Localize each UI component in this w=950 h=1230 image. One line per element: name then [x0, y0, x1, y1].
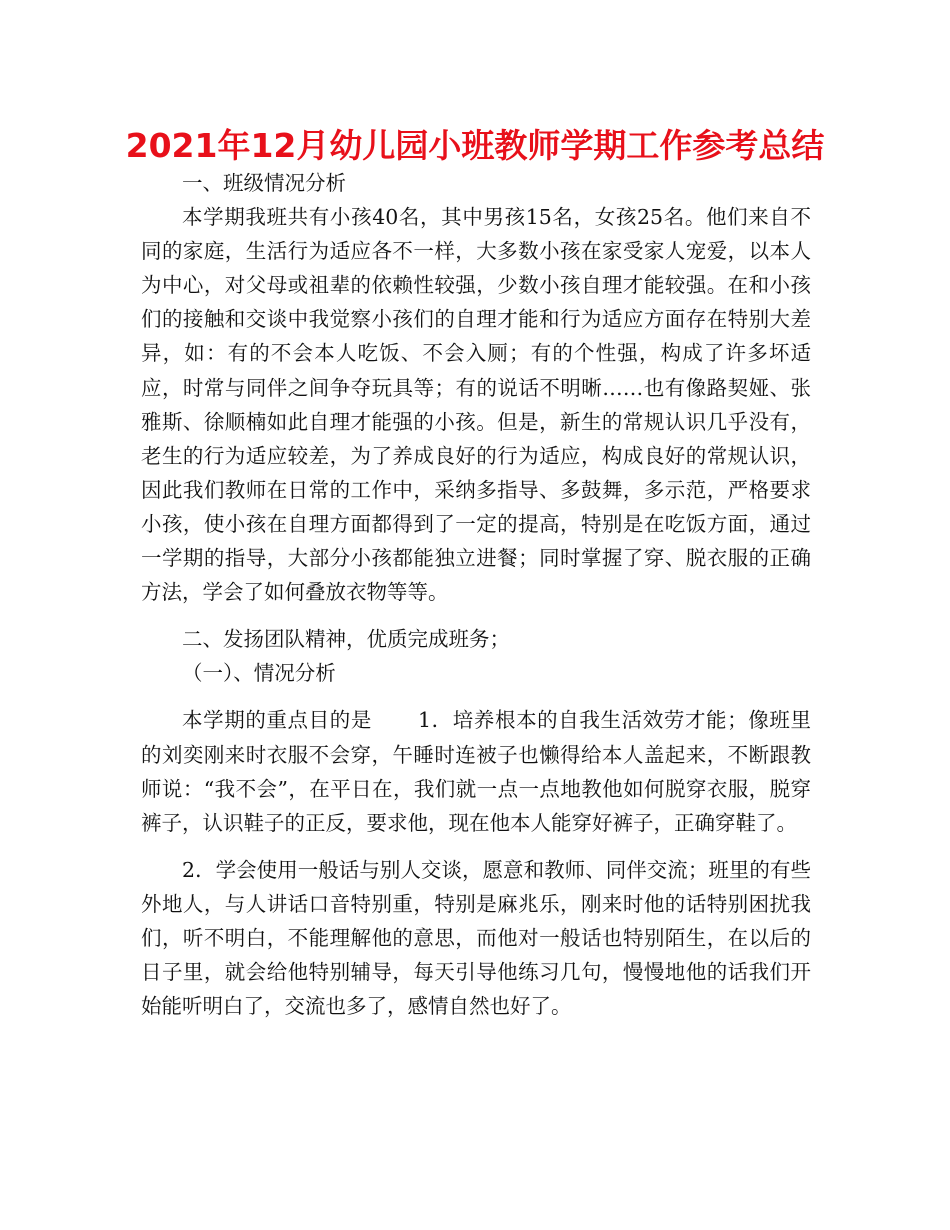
paragraph-goal-two: 2．学会使用一般话与别人交谈，愿意和教师、同伴交流；班里的有些外地人，与人讲话口音特别重，特别是麻兆乐，刚来时他的话特别困扰我们，听不明白，不能理解他的意思，而他对一般话也特别陌生，在以后的日子里，就会给他特别辅导，每天引导他练习几句，慢慢地他的话我们开始能听明白了，交流也多了，感情自然也好了。	[141, 857, 811, 1019]
paragraph-class-analysis: 本学期我班共有小孩40名，其中男孩15名，女孩25名。他们来自不同的家庭，生活行为适应各不一样，大多数小孩在家受家人宠爱，以本人为中心，对父母或祖辈的依赖性较强，少数小孩自理才能较强。在和小孩们的接触和交谈中我觉察小孩们的自理才能和行为适应方面存在特别大差异，如：有的不会本人吃饭、不会入厕；有的个性强，构成了许多坏适应，时常与同伴之间争夺玩具等；有的说话不明晰……也有像路契娅、张雅斯、徐顺楠如此自理才能强的小孩。但是，新生的常规认识几乎没有，老生的行为适应较差，为了养成良好的行为适应，构成良好的常规认识，因此我们教师在日常的工作中，采纳多指导、多鼓舞，多示范，严格要求小孩，使小孩在自理方面都得到了一定的提高，特别是在吃饭方面，通过一学期的指导，大部分小孩都能独立进餐；同时掌握了穿、脱衣服的正确方法，学会了如何叠放衣物等等。	[141, 205, 811, 605]
section-heading-class-analysis: 一、班级情况分析	[182, 171, 346, 195]
subsection-heading-situation-analysis: （一）、情况分析	[182, 661, 336, 686]
document-body	[141, 166, 811, 1023]
document-title: 2021年12月幼儿园小班教师学期工作参考总结	[125, 126, 825, 165]
goal-one-text: 1．培养根本的自我生活效劳才能；像班里的刘奕刚来时衣服不会穿，午睡时连被子也懒得给本人盖起来，不断跟教师说：“我不会”，在平日在，我们就一点一点地教他如何脱穿衣服，脱穿裤子，认识鞋子的正反，要求他，现在他本人能穿好裤子，正确穿鞋了。	[141, 708, 811, 835]
section-heading-team-spirit: 二、发扬团队精神，优质完成班务；	[182, 627, 510, 652]
goal-intro-text: 本学期的重点目的是	[182, 708, 372, 733]
paragraph-goal-one	[141, 703, 811, 839]
